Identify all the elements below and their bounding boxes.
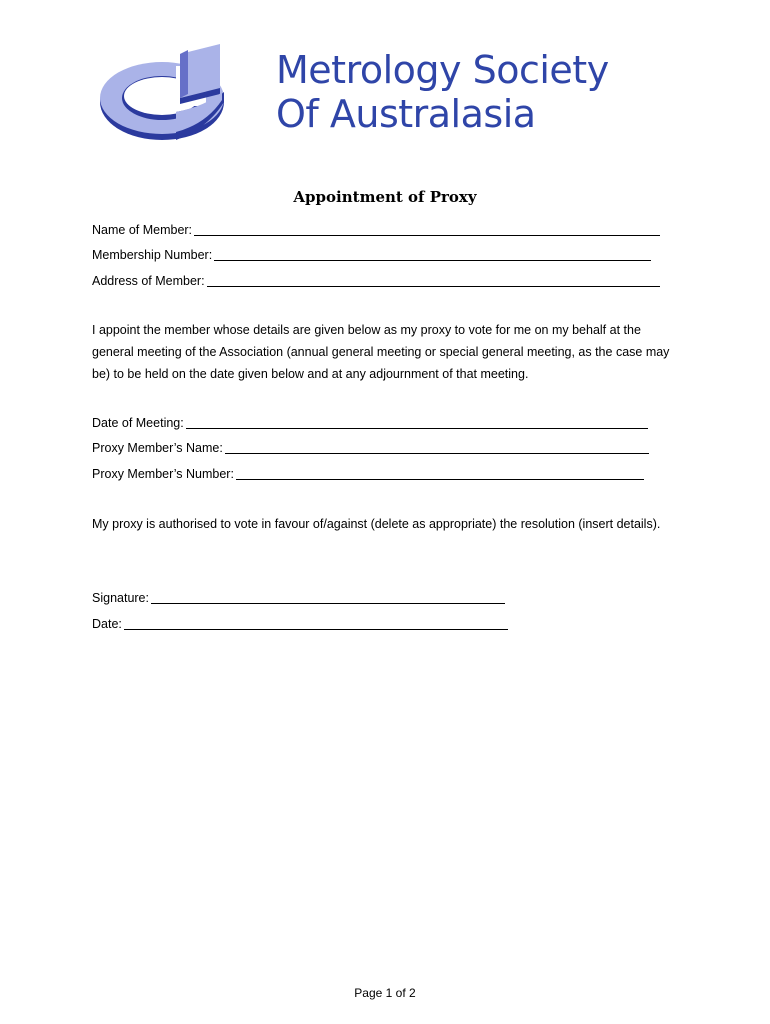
appointment-text: I appoint the member whose details are given below as my proxy to vote for me on my behalf at the general meeting of the Association (annual general meeting or special general meeting, as the case may be) to be held on the date given below and at any adjournment of that meeting. [92,323,670,381]
field-label: Signature: [92,591,149,605]
field-label: Name of Member: [92,223,193,237]
name-of-member-field[interactable] [92,218,660,240]
blank-line[interactable] [225,452,649,454]
organisation-name-line-1: Metrology Society [276,48,609,92]
authorisation-paragraph [92,513,682,535]
blank-line[interactable] [207,285,660,287]
proxy-member-name-field[interactable] [92,436,649,458]
blank-line[interactable] [194,234,660,236]
organisation-name [276,48,609,136]
date-field[interactable] [92,612,508,634]
blank-line[interactable] [236,478,644,480]
field-label: Date of Meeting: [92,416,184,430]
blank-line[interactable] [124,628,508,630]
field-label: Address of Member: [92,274,205,288]
signature-field[interactable] [92,586,505,608]
membership-number-field[interactable] [92,243,651,265]
blank-line[interactable] [214,259,651,261]
appointment-paragraph [92,319,682,385]
field-label: Membership Number: [92,248,213,262]
authorisation-text: My proxy is authorised to vote in favour of/against (delete as appropriate) the resolution (insert details). [92,517,661,531]
blank-line[interactable] [151,602,505,604]
date-of-meeting-field[interactable] [92,411,648,433]
page-number: Page 1 of 2 [354,986,416,1000]
blank-line[interactable] [186,427,648,429]
field-label: Date: [92,617,122,631]
form-title: Appointment of Proxy [293,188,477,206]
field-label: Proxy Member’s Number: [92,467,234,481]
organisation-name-line-2: Of Australasia [276,92,536,136]
society-logo [96,40,236,150]
field-label: Proxy Member’s Name: [92,441,223,455]
address-of-member-field[interactable] [92,269,660,291]
proxy-member-number-field[interactable] [92,462,644,484]
